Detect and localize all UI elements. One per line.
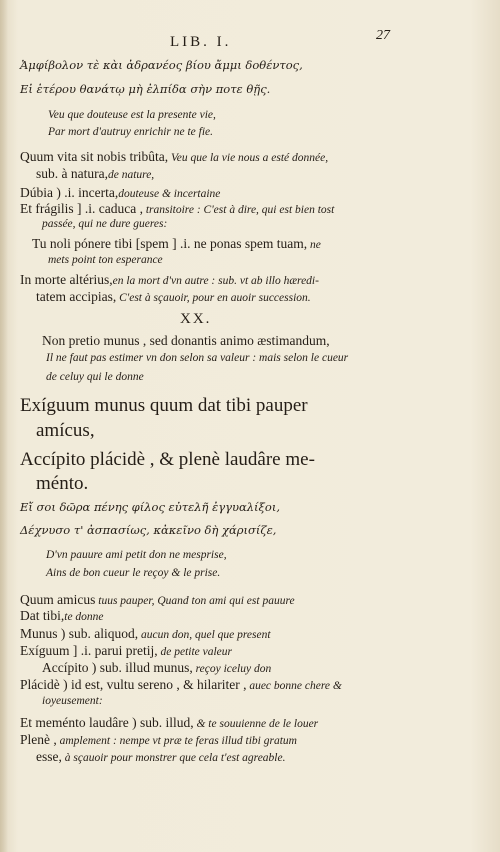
text-line-gloss: C'est à sçauoir, pour en auoir succession. [116, 292, 311, 304]
text-line-main: tatem accipias, [36, 289, 117, 304]
text-line [20, 186, 220, 201]
text-line-gloss: & te souuienne de le louer [193, 718, 319, 730]
text-line-main: Non pretio munus , sed donantis animo æstimandum, [42, 333, 330, 348]
text-line-main: Plácidè ) id est, vultu sereno , & hilariter , [20, 677, 247, 692]
text-line [36, 421, 95, 440]
text-line-main: amícus, [36, 420, 95, 441]
text-line [20, 396, 308, 415]
text-line-gloss: aucun don, quel que present [138, 629, 271, 641]
text-line-gloss: auec bonne chere & [246, 680, 342, 692]
text-line [42, 334, 330, 348]
text-line [20, 525, 276, 537]
text-line [20, 273, 319, 288]
text-line [46, 372, 144, 384]
text-line [48, 110, 216, 122]
text-line-gloss: à sçauoir pour monstrer que cela t'est agreable. [61, 752, 286, 764]
page-gutter-shadow [0, 0, 8, 852]
page-number: 27 [376, 28, 390, 43]
text-line-gloss: amplement : nempe vt præ te feras illud tibi gratum [56, 735, 297, 747]
text-line [20, 609, 104, 624]
text-line-main: Ains de bon cueur le reçoy & le prise. [46, 567, 221, 579]
text-line [42, 661, 271, 676]
text-line-gloss: reçoy iceluy don [192, 663, 272, 675]
text-line-main: de celuy qui le donne [46, 371, 144, 383]
text-line [48, 255, 163, 267]
text-line [46, 353, 348, 365]
text-line-main: Accípito plácidè , & plenè laudâre me- [20, 449, 315, 470]
text-line-main: Plenè , [20, 732, 57, 747]
text-line-main: Tu noli pónere tibi [spem ] .i. ne ponas spem tuam, [32, 236, 308, 251]
text-line-gloss: de petite valeur [157, 646, 233, 658]
running-head: LIB. I. [170, 34, 232, 50]
text-line-main: Quum vita sit nobis tribûta, [20, 149, 169, 164]
text-line [32, 237, 321, 252]
text-line-main: Quum amicus [20, 592, 96, 607]
text-line [20, 644, 232, 659]
text-line-gloss: en la mort d'vn autre : sub. vt ab illo hæredi- [112, 275, 319, 287]
text-line [46, 568, 220, 580]
text-line-main: Δέχνυσο τ' ἀσπασίως, κἀκεῖνο δὴ χάρισίζε, [20, 523, 277, 537]
text-line-main: Εἰ ἑτέρου θανάτῳ μὴ ἐλπίδα σὴν ποτε θῇς. [20, 82, 271, 96]
text-line-main: passée, qui ne dure gueres: [42, 218, 168, 230]
text-line [20, 733, 297, 748]
text-line-main: In morte altérius, [20, 272, 113, 287]
text-line-gloss: ne [307, 239, 321, 251]
text-line [42, 696, 103, 708]
text-line [20, 450, 315, 469]
text-line [48, 127, 213, 139]
text-line-main: Ἀμφίβολον τὲ κὰι ἀδρανέος βίου ἄμμι δοθέντος, [20, 58, 303, 72]
text-line [180, 312, 211, 327]
text-line [20, 678, 342, 693]
text-line [20, 627, 271, 642]
text-line [36, 474, 88, 493]
text-line-main: Exíguum munus quum dat tibi pauper [20, 395, 308, 416]
text-line-gloss: transitoire : C'est à dire, qui est bien tost [142, 204, 335, 216]
text-line-main: Exíguum ] .i. parui pretij, [20, 643, 158, 658]
text-line-main: ménto. [36, 473, 89, 494]
text-line-main: Accípito ) sub. illud munus, [42, 660, 193, 675]
text-line-gloss: de nature, [107, 169, 155, 181]
text-line-main: Munus ) sub. aliquod, [20, 626, 139, 641]
text-line-main: Dúbia ) .i. incerta, [20, 185, 119, 200]
text-line [36, 750, 285, 765]
text-line-main: mets point ton esperance [48, 254, 163, 266]
text-line-main: Et meménto laudâre ) sub. illud, [20, 715, 194, 730]
text-line-gloss: tuus pauper, Quand ton ami qui est pauure [95, 595, 295, 607]
text-line-gloss: te donne [64, 611, 104, 623]
text-line-main: D'vn pauure ami petit don ne mesprise, [46, 549, 227, 561]
text-line-main: Par mort d'autruy enrichir ne te fie. [48, 126, 214, 138]
text-line [46, 550, 227, 562]
text-line-main: ioyeusement: [42, 695, 103, 707]
text-line [20, 150, 328, 165]
text-line-main: Εἴ σοι δῶρα πένης φίλος εὐτελῆ ἐγγυαλίξοι, [20, 500, 280, 514]
text-line [36, 167, 154, 182]
text-line [20, 716, 318, 731]
text-line-gloss: douteuse & incertaine [118, 188, 221, 200]
text-line-main: Et frágilis ] .i. caduca , [20, 201, 143, 216]
text-line [20, 202, 334, 217]
text-line [20, 84, 270, 96]
text-line-main: Il ne faut pas estimer vn don selon sa valeur : mais selon le cueur [46, 352, 349, 364]
text-line-main: Dat tibi, [20, 608, 65, 623]
text-line-main: Veu que douteuse est la presente vie, [48, 109, 216, 121]
text-line [36, 290, 311, 305]
text-line [42, 219, 167, 231]
text-line-gloss: Veu que la vie nous a esté donnée, [168, 152, 329, 164]
text-line [20, 502, 280, 514]
text-line-main: esse, [36, 749, 62, 764]
text-line-main: XX. [180, 311, 212, 327]
text-line-main: sub. à natura, [36, 166, 108, 181]
text-line [20, 593, 295, 608]
text-line [20, 60, 303, 72]
